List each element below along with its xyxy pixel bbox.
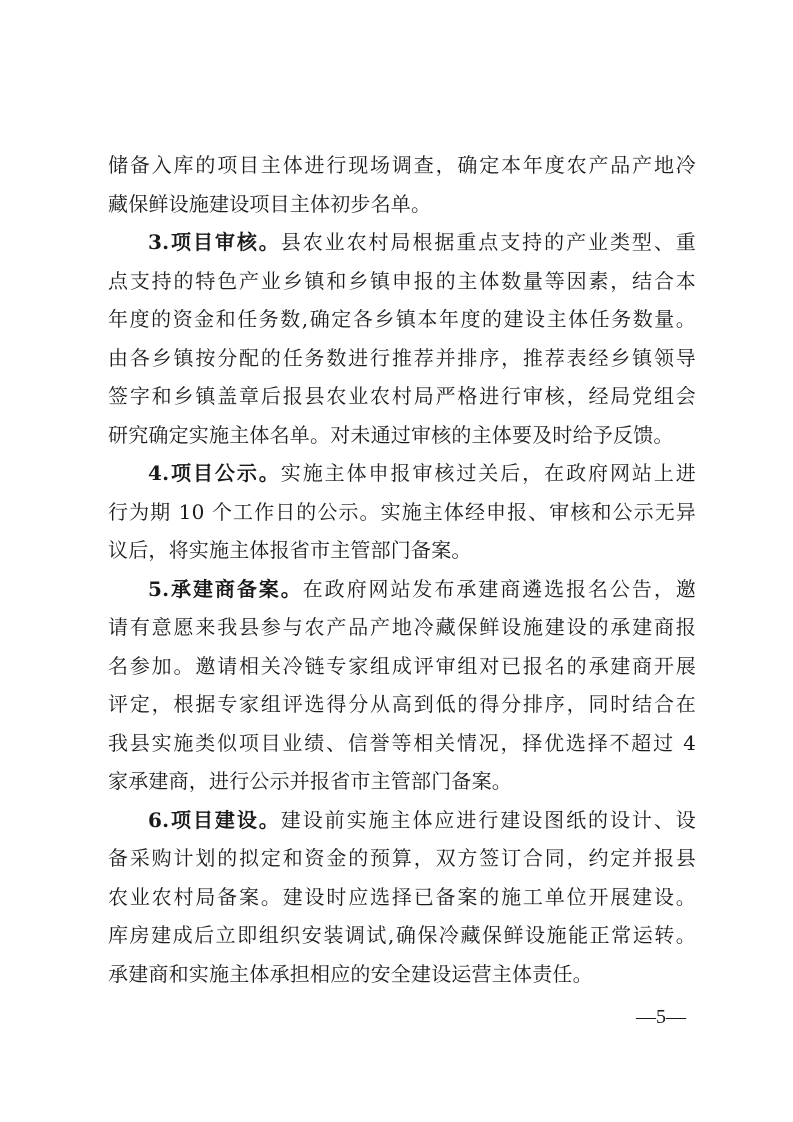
text-run: 在政府网站发布承建商遴选报名公告，邀 [302, 576, 696, 601]
text-line: 签字和乡镇盖章后报县农业农村局严格进行审核，经局党组会 [108, 384, 696, 408]
text-line [108, 223, 696, 262]
text-run: 县农业农村局根据重点支持的产业类型、重 [280, 230, 696, 254]
section-heading: 5.承建商备案。 [148, 576, 303, 601]
page-number: —5— [636, 1006, 686, 1028]
text-line: 家承建商，进行公示并报省市主管部门备案。 [108, 769, 512, 793]
text-line: 点支持的特色产业乡镇和乡镇申报的主体数量等因素，结合本 [108, 268, 696, 293]
text-line: 年度的资金和任务数,确定各乡镇本年度的建设主体任务数量。 [108, 307, 696, 331]
text-line: 行为期 10 个工作日的公示。实施主体经申报、审核和公示无异 [108, 499, 696, 524]
text-run: 实施主体申报审核过关后，在政府网站上进 [280, 461, 696, 485]
section-heading: 6.项目建设。 [148, 807, 281, 832]
text-line: 研究确定实施主体名单。对未通过审核的主体要及时给予反馈。 [108, 422, 674, 447]
paragraph-project-publicity [108, 454, 696, 570]
text-line [108, 454, 696, 493]
text-line: 储备入库的项目主体进行现场调查，确定本年度农产品产地冷 [108, 153, 696, 177]
text-line: 库房建成后立即组织安装调试,确保冷藏保鲜设施能正常运转。 [108, 923, 696, 947]
text-line: 农业农村局备案。建设时应选择已备案的施工单位开展建设。 [108, 884, 696, 909]
text-line: 由各乡镇按分配的任务数进行推荐并排序，推荐表经乡镇领导 [108, 345, 696, 370]
text-line [108, 801, 696, 840]
text-line: 承建商和实施主体承担相应的安全建设运营主体责任。 [108, 961, 593, 986]
text-line [108, 570, 696, 609]
paragraph-project-construction [108, 801, 696, 994]
section-heading: 3.项目审核。 [148, 230, 281, 254]
paragraph-project-review [108, 223, 696, 454]
paragraph-continuation [108, 146, 696, 223]
text-line: 评定，根据专家组评选得分从高到低的得分排序，同时结合在 [108, 692, 696, 716]
text-line: 名参加。邀请相关冷链专家组成评审组对已报名的承建商开展 [108, 653, 696, 678]
text-line: 我县实施类似项目业绩、信誉等相关情况，择优选择不超过 4 [108, 730, 696, 755]
text-line: 备采购计划的拟定和资金的预算，双方签订合同，约定并报县 [108, 846, 696, 870]
text-run: 建设前实施主体应进行建设图纸的设计、设 [280, 807, 696, 832]
document-body [108, 146, 696, 993]
section-heading: 4.项目公示。 [148, 461, 281, 485]
text-line: 藏保鲜设施建设项目主体初步名单。 [108, 191, 432, 216]
text-line: 请有意愿来我县参与农产品产地冷藏保鲜设施建设的承建商报 [108, 615, 696, 639]
paragraph-contractor-filing [108, 570, 696, 801]
text-line: 议后，将实施主体报省市主管部门备案。 [108, 538, 472, 562]
